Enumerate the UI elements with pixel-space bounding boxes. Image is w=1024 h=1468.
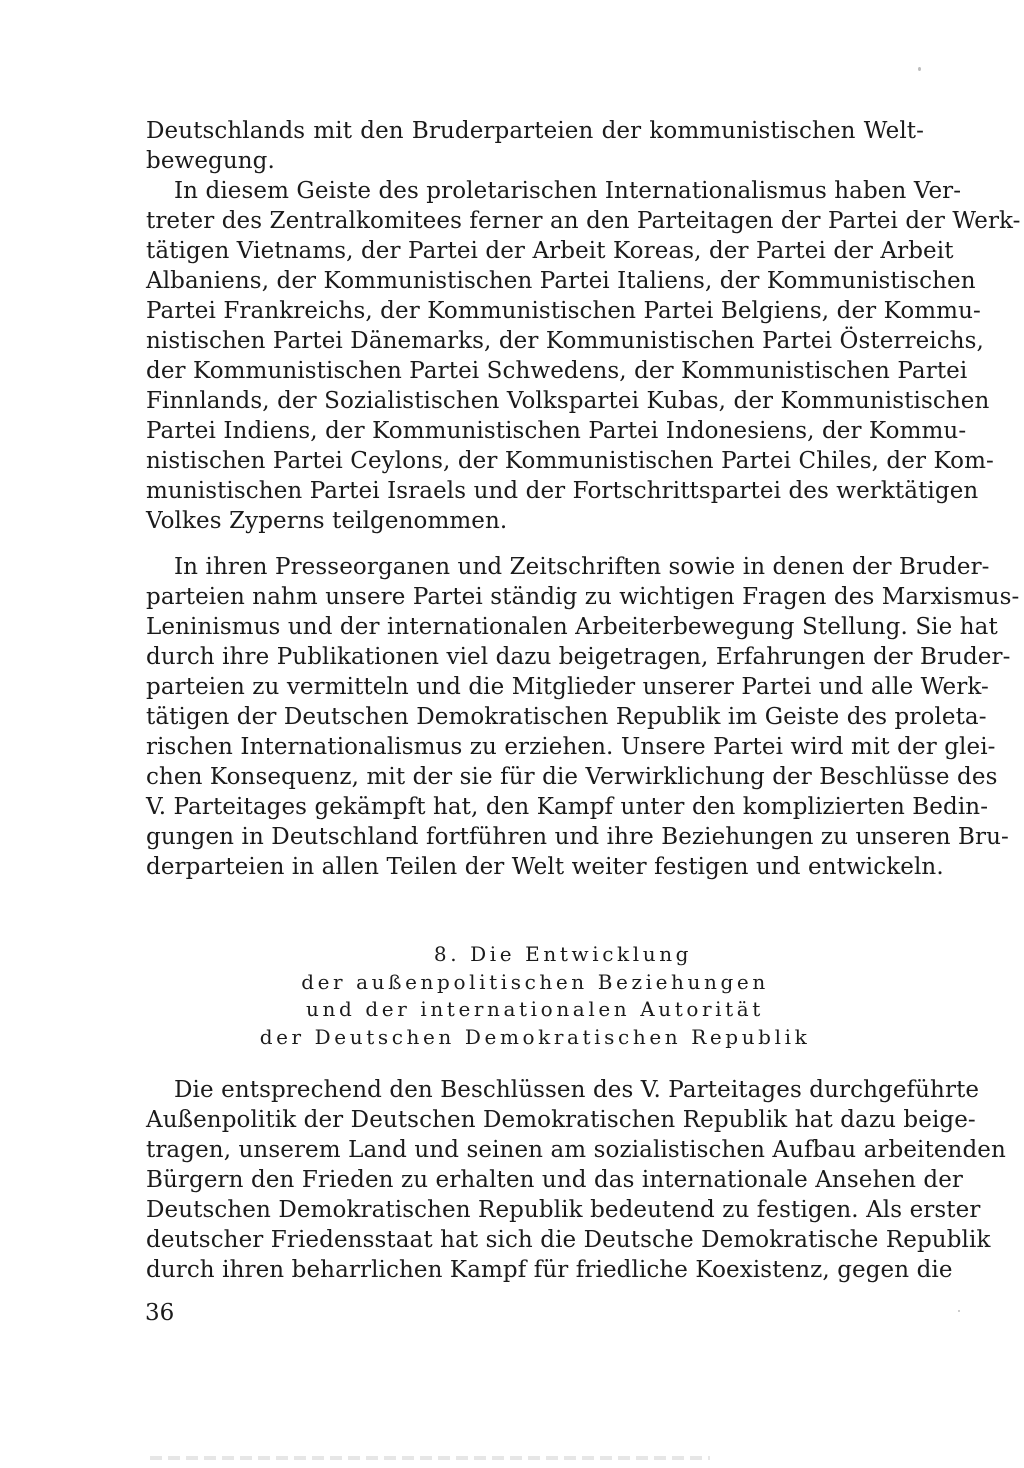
- text-line: V. Parteitages gekämpft hat, den Kampf unter den komplizierten Bedin-: [146, 794, 989, 820]
- text-line: rischen Internationalismus zu erziehen. Unsere Partei wird mit der glei-: [146, 734, 996, 760]
- text-line: chen Konsequenz, mit der sie für die Verwirklichung der Beschlüsse des: [146, 764, 998, 790]
- text-line: Bürgern den Frieden zu erhalten und das internationale Ansehen der: [146, 1167, 964, 1193]
- text-line: gungen in Deutschland fortführen und ihre Beziehungen zu unseren Bru-: [146, 824, 1009, 850]
- section-heading-line: und der internationalen Autorität: [306, 997, 764, 1021]
- text-line: Albaniens, der Kommunistischen Partei Italiens, der Kommunistischen: [146, 268, 976, 294]
- scan-speck: [918, 67, 921, 71]
- scan-speck: [958, 1310, 960, 1312]
- page-number: 36: [145, 1300, 175, 1326]
- text-line: durch ihren beharrlichen Kampf für friedliche Koexistenz, gegen die: [146, 1257, 953, 1283]
- text-line: Deutschlands mit den Bruderparteien der kommunistischen Welt-: [146, 118, 924, 144]
- section-heading-line: der Deutschen Demokratischen Republik: [259, 1024, 811, 1049]
- text-line: Volkes Zyperns teilgenommen.: [146, 508, 508, 534]
- text-line: Leninismus und der internationalen Arbeiterbewegung Stellung. Sie hat: [146, 614, 998, 640]
- paragraph-internationalism: [146, 176, 1021, 536]
- text-line: tragen, unserem Land und seinen am sozialistischen Aufbau arbeitenden: [146, 1137, 1006, 1163]
- paragraph-foreign-policy: [146, 1075, 1006, 1285]
- text-line: Partei Frankreichs, der Kommunistischen Partei Belgiens, der Kommu-: [146, 298, 981, 324]
- paragraph-press-organs: [146, 552, 1020, 882]
- text-line: tätigen der Deutschen Demokratischen Republik im Geiste des proleta-: [146, 704, 987, 730]
- text-line: treter des Zentralkomitees ferner an den Parteitagen der Partei der Werk-: [146, 208, 1021, 234]
- text-line: In ihren Presseorganen und Zeitschriften sowie in denen der Bruder-: [174, 554, 990, 580]
- scan-bottom-noise: [150, 1456, 710, 1460]
- text-line: Die entsprechend den Beschlüssen des V. Parteitages durchgeführte: [174, 1077, 980, 1103]
- text-line: bewegung.: [146, 148, 275, 174]
- text-line: nistischen Partei Ceylons, der Kommunistischen Partei Chiles, der Kom-: [146, 448, 994, 474]
- text-line: derparteien in allen Teilen der Welt weiter festigen und entwickeln.: [146, 854, 944, 880]
- text-line: durch ihre Publikationen viel dazu beigetragen, Erfahrungen der Bruder-: [146, 644, 1011, 670]
- paragraph-continuation: [146, 116, 924, 176]
- text-line: Finnlands, der Sozialistischen Volkspartei Kubas, der Kommunistischen: [146, 388, 990, 414]
- text-line: Außenpolitik der Deutschen Demokratischen Republik hat dazu beige-: [146, 1107, 976, 1133]
- text-line: parteien nahm unsere Partei ständig zu wichtigen Fragen des Marxismus-: [146, 584, 1020, 610]
- text-line: In diesem Geiste des proletarischen Internationalismus haben Ver-: [174, 178, 962, 204]
- section-heading-line: 8. Die Entwicklung: [433, 942, 693, 966]
- text-line: Deutschen Demokratischen Republik bedeutend zu festigen. Als erster: [146, 1197, 981, 1223]
- text-line: munistischen Partei Israels und der Fortschrittspartei des werktätigen: [146, 478, 979, 504]
- text-line: parteien zu vermitteln und die Mitglieder unserer Partei und alle Werk-: [146, 674, 989, 700]
- text-line: nistischen Partei Dänemarks, der Kommunistischen Partei Österreichs,: [146, 328, 984, 354]
- section-heading-line: der außenpolitischen Beziehungen: [301, 969, 769, 994]
- text-line: deutscher Friedensstaat hat sich die Deutsche Demokratische Republik: [146, 1227, 991, 1253]
- text-line: Partei Indiens, der Kommunistischen Partei Indonesiens, der Kommu-: [146, 418, 967, 444]
- section-heading: [146, 941, 924, 1051]
- text-line: tätigen Vietnams, der Partei der Arbeit Koreas, der Partei der Arbeit: [146, 238, 954, 264]
- text-line: der Kommunistischen Partei Schwedens, der Kommunistischen Partei: [146, 358, 968, 384]
